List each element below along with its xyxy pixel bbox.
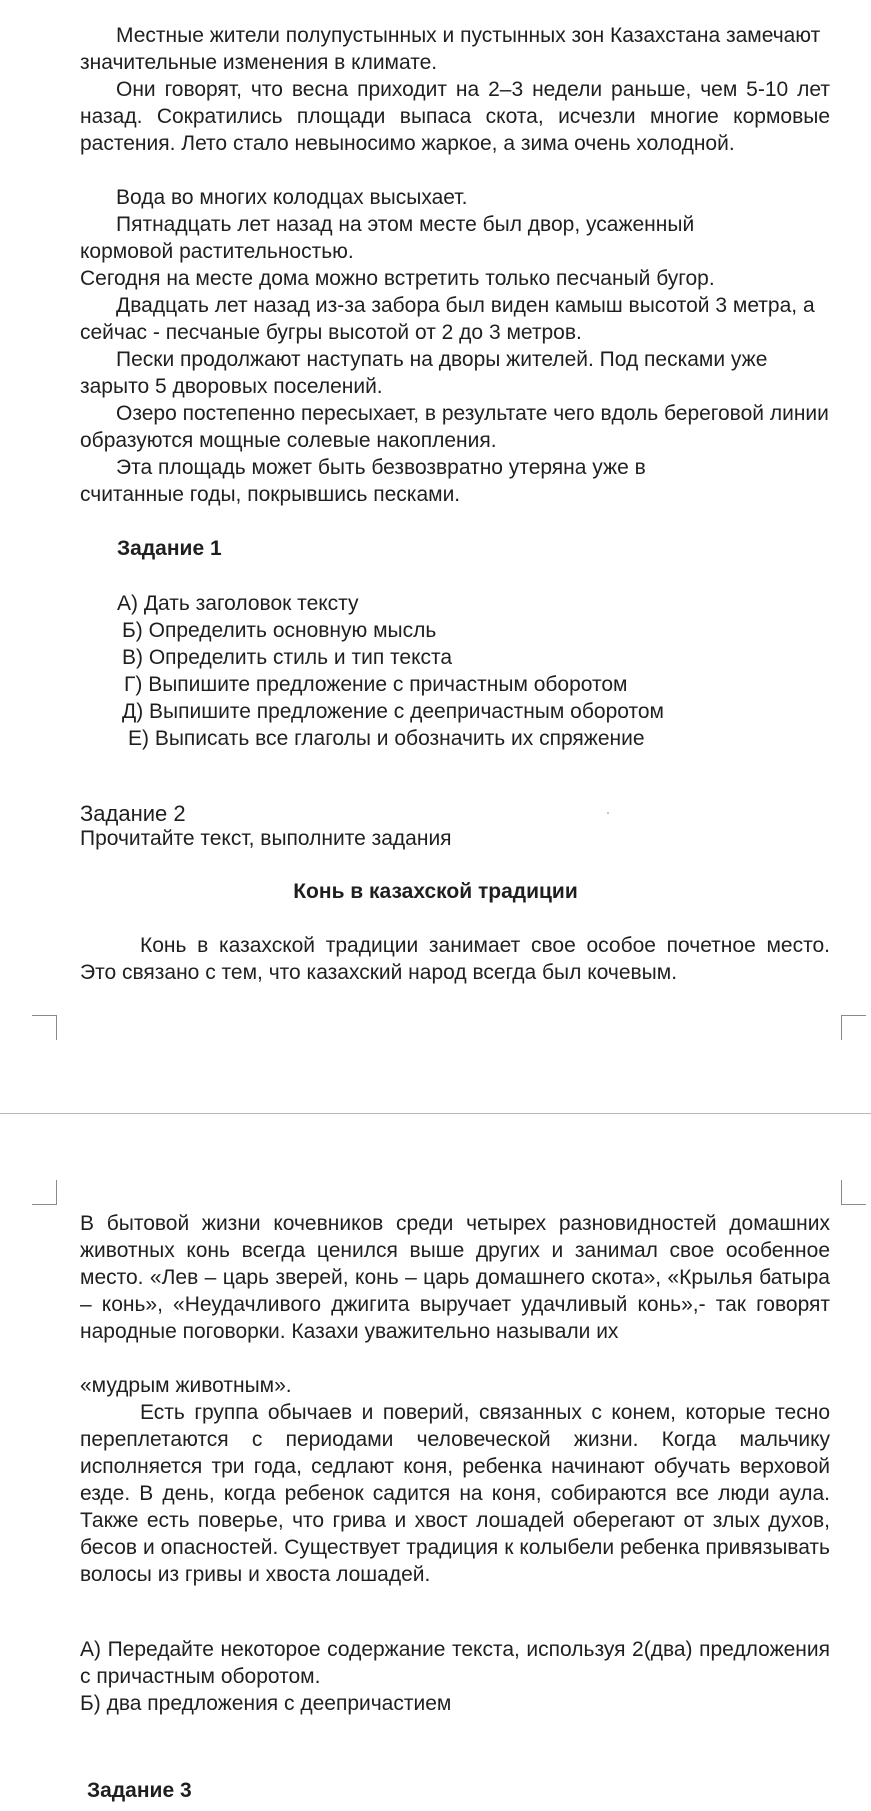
intro-paragraph-7: Пески продолжают наступать на дворы жителей. Под песками уже зарыто 5 дворовых поселений. bbox=[80, 348, 768, 398]
intro-paragraph-9: Эта площадь может быть безвозвратно утеряна уже в считанные годы, покрывшись песками. bbox=[80, 456, 646, 506]
task1-item-a: А) Дать заголовок тексту bbox=[117, 592, 359, 615]
task1-item-g: Г) Выпишите предложение с причастным оборотом bbox=[124, 673, 628, 696]
intro-paragraph-3: Вода во многих колодцах высыхает. bbox=[116, 186, 468, 209]
story-paragraph-3: Есть группа обычаев и поверий, связанных с конем, которые тесно переплетаются с периодами человеческой жизни. Когда мальчику исполняется три года, седлают коня, ребенка начинают обучать верховой езде. В день, когда ребенок садится на коня, собираются все люди аула. Также есть поверье, что грива и хвост лошадей оберегают от злых духов, бесов и опасностей. Существует традиция к колыбели ребенка привязывать волосы из гривы и хвоста лошадей. bbox=[80, 1401, 830, 1586]
task1-item-v: В) Определить стиль и тип текста bbox=[122, 646, 453, 669]
corner-mark-bottom-right bbox=[841, 1180, 866, 1205]
task2-item-b: Б) два предложения с деепричастием bbox=[80, 1692, 452, 1715]
corner-mark-top-left bbox=[32, 1015, 57, 1040]
task1-heading: Задание 1 bbox=[117, 537, 222, 560]
intro-paragraph-4: Пятнадцать лет назад на этом месте был двор, усаженный кормовой растительностью. bbox=[80, 213, 695, 263]
story-title: Конь в казахской традиции bbox=[293, 880, 578, 903]
task2-item-a: А) Передайте некоторое содержание текста, используя 2(два) предложения с причастным оборотом. bbox=[80, 1638, 830, 1688]
task3-heading: Задание 3 bbox=[87, 1779, 192, 1802]
task2-instruction: Прочитайте текст, выполните задания bbox=[80, 827, 452, 850]
task1-item-e: Е) Выписать все глаголы и обозначить их спряжение bbox=[128, 727, 645, 750]
intro-paragraph-2: Они говорят, что весна приходит на 2–3 недели раньше, чем 5-10 лет назад. Сократились площади выпаса скота, исчезли многие кормовые растения. Лето стало невыносимо жаркое, а зима очень холодной. bbox=[80, 78, 830, 155]
intro-paragraph-8: Озеро постепенно пересыхает, в результате чего вдоль береговой линии образуются мощные солевые накопления. bbox=[80, 402, 829, 452]
task1-item-d: Д) Выпишите предложение с деепричастным оборотом bbox=[122, 700, 664, 723]
task1-item-b: Б) Определить основную мысль bbox=[122, 619, 437, 642]
intro-paragraph-6: Двадцать лет назад из-за забора был виден камыш высотой 3 метра, а сейчас - песчаные бугры высотой от 2 до 3 метров. bbox=[80, 294, 815, 344]
intro-paragraph-5: Сегодня на месте дома можно встретить только песчаный бугор. bbox=[80, 267, 715, 290]
scan-dot bbox=[607, 812, 609, 814]
task2-heading: Задание 2 bbox=[80, 801, 186, 826]
corner-mark-top-right bbox=[841, 1015, 866, 1040]
story-paragraph-2: В бытовой жизни кочевников среди четырех разновидностей домашних животных конь всегда ценился выше других и занимал свое особенное место. «Лев – царь зверей, конь – царь домашнего скота», «Крылья батыра – конь», «Неудачливого джигита выручает удачливый конь»,- так говорят народные поговорки. Казахи уважительно называли их bbox=[80, 1212, 830, 1343]
corner-mark-bottom-left bbox=[32, 1180, 57, 1205]
story-paragraph-2-quote: «мудрым животным». bbox=[80, 1374, 292, 1397]
page-separator bbox=[0, 1113, 871, 1114]
intro-paragraph-1: Местные жители полупустынных и пустынных зон Казахстана замечают значительные изменения в климате. bbox=[80, 24, 821, 74]
story-paragraph-1: Конь в казахской традиции занимает свое особое почетное место. Это связано с тем, что казахский народ всегда был кочевым. bbox=[80, 934, 830, 984]
